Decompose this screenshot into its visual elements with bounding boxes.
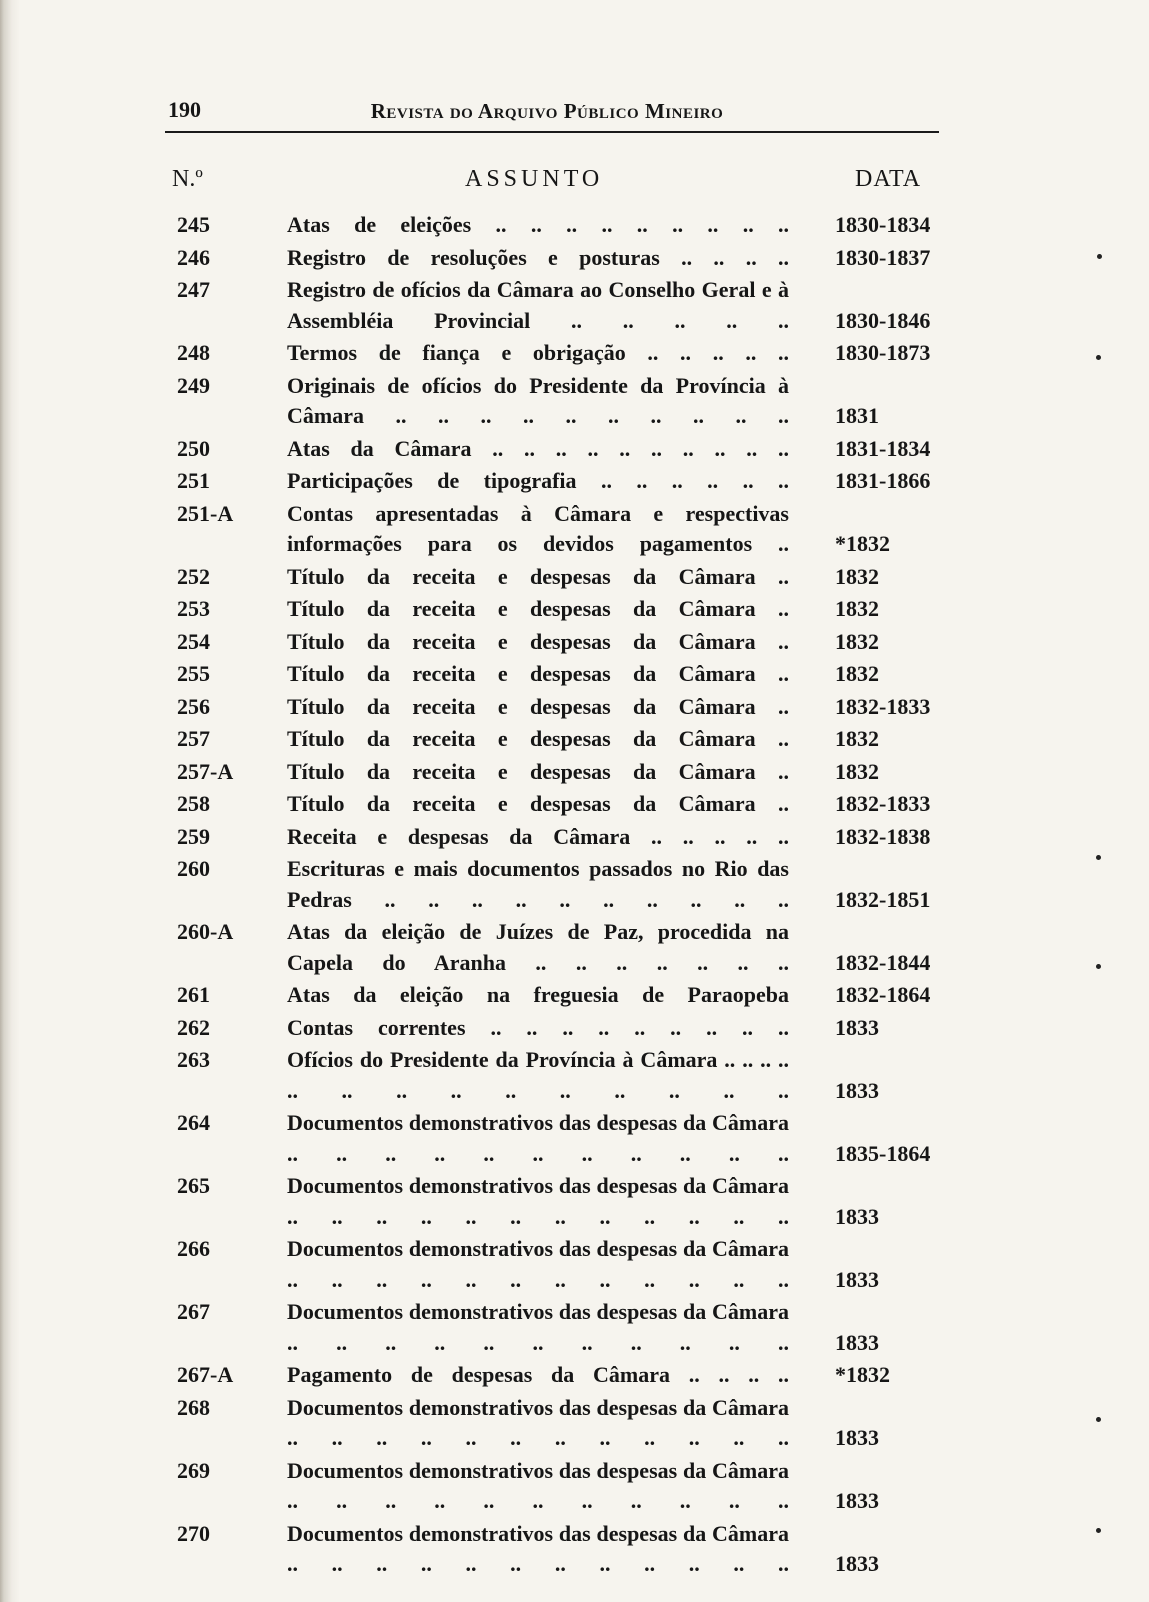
entry-date: 1833 [835, 1014, 879, 1040]
entry-date: *1832 [835, 1362, 890, 1387]
entry-row [0, 338, 1149, 369]
entry-subject: Título da receita e despesas da Câmara .. [287, 563, 789, 589]
entry-date: 1833 [835, 1551, 879, 1576]
column-header-date: DATA [855, 166, 922, 192]
entry-subject: Atas de eleições .. .. .. .. .. .. .. .. .. [287, 212, 789, 237]
entry-subject: Documentos demonstrativos das despesas da Câmara .. .. .. .. .. .. .. .. .. .. .. [287, 1110, 789, 1166]
page-header [165, 97, 939, 133]
entry-number: 267-A [177, 1362, 234, 1387]
entry-date: 1830-1834 [835, 212, 931, 237]
entry-date: 1833 [835, 1203, 879, 1229]
entry-number: 257-A [177, 758, 234, 784]
entry-subject: Escrituras e mais documentos passados no Rio das Pedras .. .. .. .. .. .. .. .. .. .. [287, 856, 789, 912]
entry-number: 255 [177, 661, 210, 686]
entry-row [0, 466, 1149, 497]
entry-row [0, 1519, 1149, 1580]
entry-row [0, 789, 1149, 820]
entry-number: 246 [177, 244, 210, 270]
entry-number: 254 [177, 628, 210, 654]
entry-subject: Título da receita e despesas da Câmara .. [287, 693, 789, 719]
entry-row [0, 1297, 1149, 1358]
entry-row [0, 243, 1149, 274]
entry-number: 257 [177, 726, 210, 751]
entries-list [0, 210, 1149, 1582]
entry-subject: Ofícios do Presidente da Província à Câmara .. .. .. .. .. .. .. .. .. .. .. .. .. .. [287, 1047, 789, 1103]
entry-subject: Registro de resoluções e posturas .. .. .. .. [287, 244, 789, 270]
column-header-number: N.º [172, 166, 203, 192]
entry-number: 268 [177, 1394, 210, 1420]
entry-row [0, 917, 1149, 978]
entry-row [0, 1171, 1149, 1232]
entry-subject: Atas da eleição de Juízes de Paz, procedida na Capela do Aranha .. .. .. .. .. .. .. [287, 919, 789, 975]
entry-number: 250 [177, 435, 210, 461]
entry-date: 1830-1846 [835, 307, 931, 333]
entry-row [0, 980, 1149, 1011]
entry-date: *1832 [835, 531, 890, 556]
entry-date: 1832-1851 [835, 886, 931, 912]
column-header-subject: ASSUNTO [465, 166, 604, 192]
entry-number: 252 [177, 563, 210, 589]
entry-subject: Título da receita e despesas da Câmara .. [287, 628, 789, 654]
entry-date: 1830-1837 [835, 244, 931, 270]
entry-row [0, 1045, 1149, 1106]
entry-row [0, 822, 1149, 853]
entry-subject: Atas da Câmara .. .. .. .. .. .. .. .. .. .. [287, 435, 789, 461]
entry-date: 1832-1838 [835, 823, 931, 849]
entry-date: 1833 [835, 1266, 879, 1292]
entry-row [0, 275, 1149, 336]
entry-date: 1831-1834 [835, 435, 931, 461]
entry-date: 1832 [835, 628, 879, 654]
entry-number: 260-A [177, 919, 234, 944]
entry-subject: Contas correntes .. .. .. .. .. .. .. .. .. [287, 1014, 789, 1040]
entry-subject: Participações de tipografia .. .. .. .. .. .. [287, 468, 789, 493]
entry-row [0, 1013, 1149, 1044]
entry-number: 245 [177, 212, 210, 237]
entry-number: 248 [177, 340, 210, 365]
entry-number: 265 [177, 1173, 210, 1198]
entry-row [0, 499, 1149, 560]
entry-subject: Termos de fiança e obrigação .. .. .. .. .. [287, 340, 789, 365]
entry-subject: Título da receita e despesas da Câmara .. [287, 596, 789, 621]
entry-subject: Receita e despesas da Câmara .. .. .. .. .. [287, 823, 789, 849]
entry-row [0, 210, 1149, 241]
entry-date: 1832 [835, 563, 879, 589]
entry-row [0, 1456, 1149, 1517]
entry-row [0, 594, 1149, 625]
entry-row [0, 562, 1149, 593]
entry-date: 1832 [835, 596, 879, 621]
entry-row [0, 1360, 1149, 1391]
entry-number: 251 [177, 468, 210, 493]
entry-number: 267 [177, 1299, 210, 1324]
entry-subject: Registro de ofícios da Câmara ao Conselho Geral e à Assembléia Provincial .. .. .. .. .. [287, 277, 789, 333]
entry-row [0, 757, 1149, 788]
entry-number: 264 [177, 1110, 210, 1135]
entry-number: 263 [177, 1047, 210, 1072]
entry-row [0, 434, 1149, 465]
entry-date: 1835-1864 [835, 1140, 931, 1166]
entry-subject: Originais de ofícios do Presidente da Província à Câmara .. .. .. .. .. .. .. .. .. .. [287, 372, 789, 428]
entry-number: 247 [177, 277, 210, 302]
entry-row [0, 1393, 1149, 1454]
entry-date: 1832-1844 [835, 949, 931, 975]
page-number: 190 [168, 97, 201, 122]
entry-number: 269 [177, 1457, 210, 1483]
entry-date: 1831-1866 [835, 468, 931, 493]
entry-number: 249 [177, 372, 210, 398]
entry-subject: Documentos demonstrativos das despesas da Câmara .. .. .. .. .. .. .. .. .. .. .. .. [287, 1173, 789, 1229]
entry-number: 259 [177, 823, 210, 849]
entry-number: 253 [177, 596, 210, 621]
entry-number: 256 [177, 693, 210, 719]
entry-subject: Pagamento de despesas da Câmara .. .. .. .. [287, 1362, 789, 1387]
entry-subject: Documentos demonstrativos das despesas da Câmara .. .. .. .. .. .. .. .. .. .. .. .. [287, 1394, 789, 1450]
entry-subject: Título da receita e despesas da Câmara .. [287, 661, 789, 686]
entry-subject: Atas da eleição na freguesia de Paraopeba [287, 982, 789, 1007]
entry-date: 1831 [835, 403, 879, 428]
entry-number: 258 [177, 791, 210, 816]
entry-row [0, 371, 1149, 432]
entry-row [0, 724, 1149, 755]
entry-number: 266 [177, 1236, 210, 1261]
entry-subject: Documentos demonstrativos das despesas da Câmara .. .. .. .. .. .. .. .. .. .. .. .. [287, 1520, 789, 1576]
entry-row [0, 1108, 1149, 1169]
entry-number: 260 [177, 856, 210, 881]
entry-date: 1833 [835, 1425, 879, 1450]
entry-date: 1833 [835, 1329, 879, 1355]
entry-date: 1833 [835, 1077, 879, 1103]
entry-subject: Título da receita e despesas da Câmara .. [287, 791, 789, 816]
entry-date: 1832-1833 [835, 693, 931, 719]
entry-row [0, 1234, 1149, 1295]
entry-date: 1832 [835, 726, 879, 751]
entry-date: 1832 [835, 661, 879, 686]
entry-date: 1833 [835, 1488, 879, 1513]
running-title: Revista do Arquivo Público Mineiro [370, 99, 724, 123]
entry-subject: Documentos demonstrativos das despesas da Câmara .. .. .. .. .. .. .. .. .. .. .. .. [287, 1236, 789, 1292]
entry-subject: Título da receita e despesas da Câmara .. [287, 758, 789, 784]
entry-row [0, 659, 1149, 690]
entry-number: 262 [177, 1014, 210, 1040]
entry-number: 270 [177, 1520, 210, 1546]
entry-row [0, 692, 1149, 723]
entry-number: 261 [177, 982, 210, 1007]
entry-date: 1830-1873 [835, 340, 931, 365]
entry-date: 1832-1833 [835, 791, 931, 816]
entry-subject: Documentos demonstrativos das despesas da Câmara .. .. .. .. .. .. .. .. .. .. .. [287, 1457, 789, 1513]
entry-subject: Título da receita e despesas da Câmara .. [287, 726, 789, 751]
entry-number: 251-A [177, 500, 234, 526]
entry-date: 1832 [835, 758, 879, 784]
entry-subject: Documentos demonstrativos das despesas da Câmara .. .. .. .. .. .. .. .. .. .. .. [287, 1299, 789, 1355]
entry-row [0, 854, 1149, 915]
entry-subject: Contas apresentadas à Câmara e respectivas informações para os devidos pagamentos .. [287, 500, 789, 556]
entry-row [0, 627, 1149, 658]
entry-date: 1832-1864 [835, 982, 931, 1007]
